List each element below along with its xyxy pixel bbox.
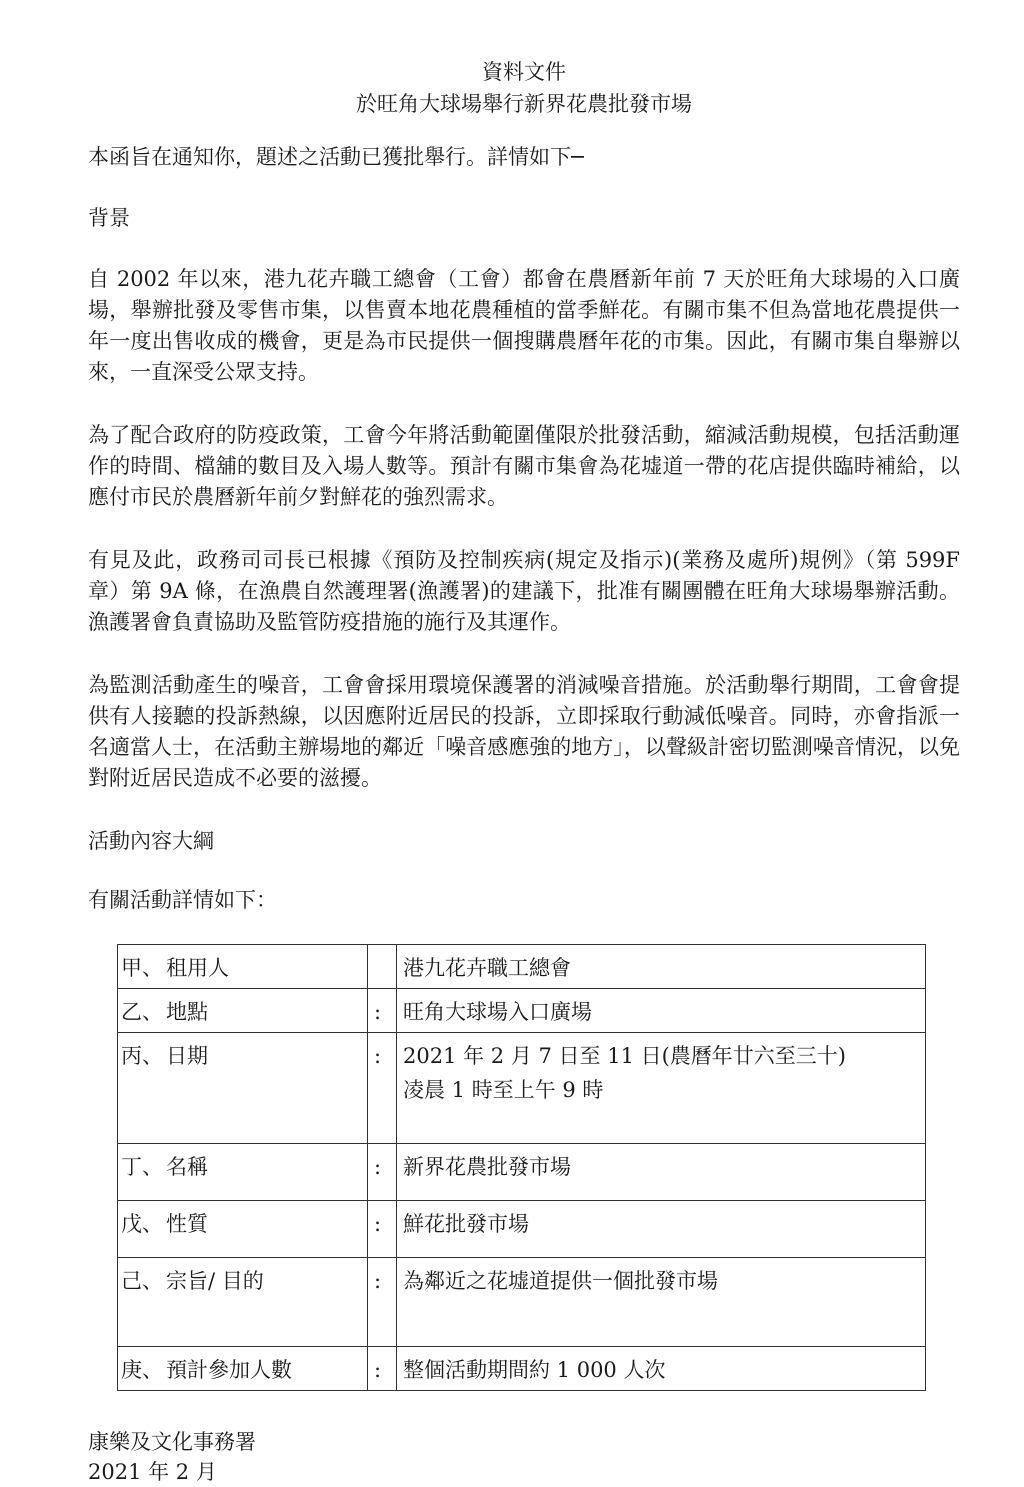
row-index: 甲、 xyxy=(118,945,164,989)
outline-heading: 活動內容大綱 xyxy=(88,829,214,853)
table-row xyxy=(118,1258,926,1347)
background-heading: 背景 xyxy=(88,206,130,230)
document-title-line1: 資料文件 xyxy=(482,60,566,84)
row-value xyxy=(397,1033,926,1144)
row-value: 新界花農批發市場 xyxy=(397,1144,926,1201)
row-colon: : xyxy=(368,1258,397,1347)
row-value: 旺角大球場入口廣場 xyxy=(397,989,926,1033)
row-colon: : xyxy=(368,1144,397,1201)
footer xyxy=(88,1427,960,1487)
row-value: 鮮花批發市場 xyxy=(397,1201,926,1258)
table-row xyxy=(118,1201,926,1258)
row-value: 為鄰近之花墟道提供一個批發市場 xyxy=(397,1258,926,1347)
intro-paragraph: 本函旨在通知你，題述之活動已獲批舉行。詳情如下─ xyxy=(88,145,584,169)
table-row xyxy=(118,945,926,989)
row-index: 乙、 xyxy=(118,989,164,1033)
row-value: 整個活動期間約 1 000 人次 xyxy=(397,1347,926,1391)
table-row xyxy=(118,1347,926,1391)
table-intro: 有關活動詳情如下： xyxy=(88,888,277,912)
row-colon xyxy=(368,945,397,989)
row-index: 庚、 xyxy=(118,1347,164,1391)
row-label: 預計參加人數 xyxy=(163,1347,368,1391)
date-range: 2021 年 2 月 7 日至 11 日(農曆年廿六至三十) xyxy=(403,1044,846,1068)
issuing-department: 康樂及文化事務署 xyxy=(88,1430,256,1454)
time-range: 凌晨 1 時至上午 9 時 xyxy=(403,1078,604,1102)
row-colon: : xyxy=(368,1201,397,1258)
paragraph-1: 自 2002 年以來，港九花卉職工總會（工會）都會在農曆新年前 7 天於旺角大球場的入口廣場，舉辦批發及零售市集，以售賣本地花農種植的當季鮮花。有關市集不但為當地花農提供一年一度出售收成的機會，更是為市民提供一個搜購農曆年花的市集。因此，有關市集自舉辦以來，一直深受公眾支持。 xyxy=(88,267,960,384)
row-colon: : xyxy=(368,1033,397,1144)
paragraph-3: 有見及此，政務司司長已根據《預防及控制疾病(規定及指示)(業務及處所)規例》（第 599F 章）第 9A 條，在漁農自然護理署(漁護署)的建議下，批准有關團體在旺角大球場舉辦活動。漁護署會負責協助及監管防疫措施的施行及其運作。 xyxy=(88,548,960,634)
row-index: 己、 xyxy=(118,1258,164,1347)
table-row xyxy=(118,1144,926,1201)
row-label: 性質 xyxy=(163,1201,368,1258)
paragraph-4: 為監測活動產生的噪音，工會會採用環境保護署的消減噪音措施。於活動舉行期間，工會會提供有人接聽的投訴熱線，以因應附近居民的投訴，立即採取行動減低噪音。同時，亦會指派一名適當人士，在活動主辦場地的鄰近「噪音感應強的地方」，以聲級計密切監測噪音情況，以免對附近居民造成不必要的滋擾。 xyxy=(88,673,960,790)
row-colon: : xyxy=(368,1347,397,1391)
paragraph-2: 為了配合政府的防疫政策，工會今年將活動範圍僅限於批發活動，縮減活動規模，包括活動運作的時間、檔舖的數目及入場人數等。預計有關市集會為花墟道一帶的花店提供臨時補給，以應付市民於農曆新年前夕對鮮花的強烈需求。 xyxy=(88,423,960,509)
table-row xyxy=(118,1033,926,1144)
document-page xyxy=(88,56,960,1487)
row-label: 名稱 xyxy=(163,1144,368,1201)
row-index: 丁、 xyxy=(118,1144,164,1201)
row-colon: : xyxy=(368,989,397,1033)
document-title-block xyxy=(88,56,960,120)
row-index: 戊、 xyxy=(118,1201,164,1258)
row-label: 租用人 xyxy=(163,945,368,989)
row-label: 宗旨/ 目的 xyxy=(163,1258,368,1347)
issue-date: 2021 年 2 月 xyxy=(88,1460,217,1484)
table-row xyxy=(118,989,926,1033)
document-title-line2: 於旺角大球場舉行新界花農批發市場 xyxy=(356,92,692,116)
row-label: 地點 xyxy=(163,989,368,1033)
event-details-table xyxy=(117,944,926,1391)
row-value: 港九花卉職工總會 xyxy=(397,945,926,989)
row-label: 日期 xyxy=(163,1033,368,1144)
row-index: 丙、 xyxy=(118,1033,164,1144)
